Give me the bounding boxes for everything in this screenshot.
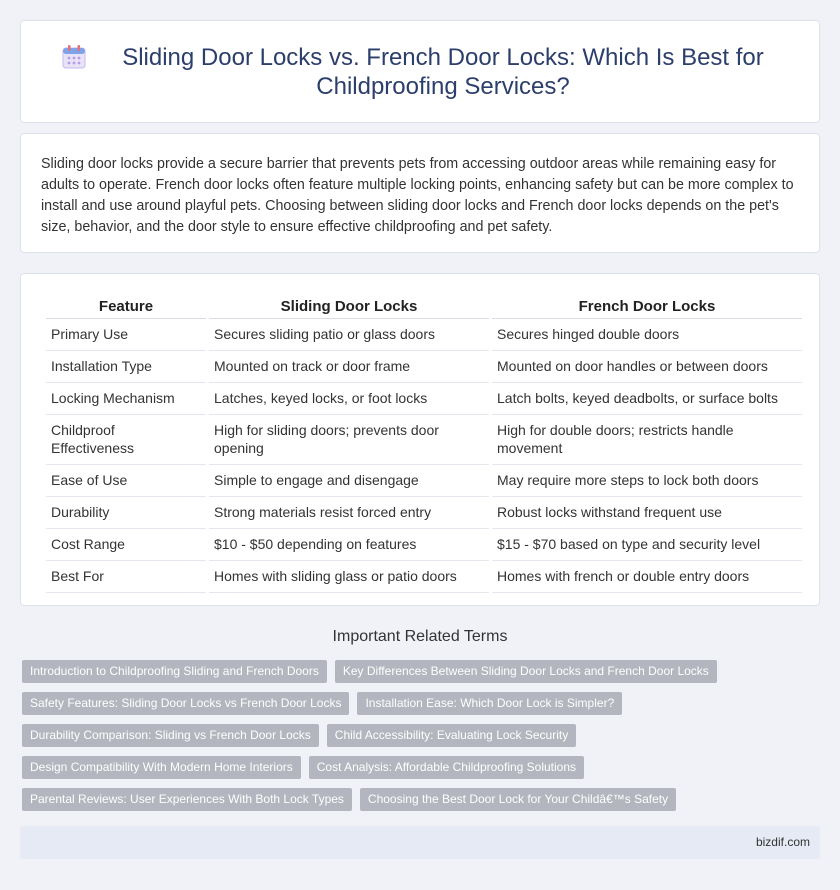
table-cell: Cost Range xyxy=(46,529,206,561)
table-cell: Homes with french or double entry doors xyxy=(492,561,802,593)
related-term-tag[interactable]: Key Differences Between Sliding Door Locks and French Door Locks xyxy=(335,660,717,683)
table-cell: Secures sliding patio or glass doors xyxy=(209,319,489,351)
related-term-tag[interactable]: Safety Features: Sliding Door Locks vs French Door Locks xyxy=(22,692,349,715)
table-row xyxy=(46,529,802,561)
table-cell: Latches, keyed locks, or foot locks xyxy=(209,383,489,415)
table-cell: Primary Use xyxy=(46,319,206,351)
table-cell: Simple to engage and disengage xyxy=(209,465,489,497)
table-cell: Ease of Use xyxy=(46,465,206,497)
comparison-table-card xyxy=(20,273,820,606)
table-row xyxy=(46,415,802,465)
calendar-icon xyxy=(61,44,87,70)
table-cell: High for sliding doors; prevents door opening xyxy=(209,415,489,465)
table-row xyxy=(46,465,802,497)
table-cell: Childproof Effectiveness xyxy=(46,415,206,465)
table-cell: Durability xyxy=(46,497,206,529)
intro-card xyxy=(20,133,820,253)
table-cell: Mounted on door handles or between doors xyxy=(492,351,802,383)
related-term-tag[interactable]: Choosing the Best Door Lock for Your Childâ€™s Safety xyxy=(360,788,676,811)
related-term-tag[interactable]: Child Accessibility: Evaluating Lock Security xyxy=(327,724,576,747)
related-terms-tags xyxy=(22,660,822,820)
tag-row xyxy=(22,756,822,779)
table-header-row xyxy=(46,294,802,319)
table-cell: Homes with sliding glass or patio doors xyxy=(209,561,489,593)
table-cell: $10 - $50 depending on features xyxy=(209,529,489,561)
table-cell: Installation Type xyxy=(46,351,206,383)
column-header: Sliding Door Locks xyxy=(209,294,489,319)
intro-paragraph: Sliding door locks provide a secure barrier that prevents pets from accessing outdoor areas while remaining easy for adults to operate. French door locks often feature multiple locking points, enhancing safety but can be more complex to install and use around playful pets. Choosing between sliding door locks and French door locks depends on the pet's size, behavior, and the door style to ensure effective childproofing and pet safety. xyxy=(41,156,794,235)
related-term-tag[interactable]: Design Compatibility With Modern Home Interiors xyxy=(22,756,301,779)
table-cell: Locking Mechanism xyxy=(46,383,206,415)
page-title: Sliding Door Locks vs. French Door Locks: Which Is Best for Childproofing Services? xyxy=(122,43,764,100)
related-term-tag[interactable]: Installation Ease: Which Door Lock is Simpler? xyxy=(357,692,622,715)
table-cell: High for double doors; restricts handle movement xyxy=(492,415,802,465)
table-cell: $15 - $70 based on type and security level xyxy=(492,529,802,561)
tag-row xyxy=(22,788,822,811)
title-wrap xyxy=(21,43,819,101)
title-card xyxy=(20,20,820,123)
table-row xyxy=(46,319,802,351)
tag-row xyxy=(22,724,822,747)
column-header: Feature xyxy=(46,294,206,319)
table-cell: Strong materials resist forced entry xyxy=(209,497,489,529)
table-cell: May require more steps to lock both doors xyxy=(492,465,802,497)
table-cell: Secures hinged double doors xyxy=(492,319,802,351)
tag-row xyxy=(22,692,822,715)
table-cell: Robust locks withstand frequent use xyxy=(492,497,802,529)
footer-site-link[interactable]: bizdif.com xyxy=(755,835,810,849)
table-row xyxy=(46,561,802,593)
related-term-tag[interactable]: Cost Analysis: Affordable Childproofing Solutions xyxy=(309,756,584,779)
tag-row xyxy=(22,660,822,683)
footer-bar xyxy=(20,826,820,859)
related-term-tag[interactable]: Introduction to Childproofing Sliding and French Doors xyxy=(22,660,327,683)
comparison-table xyxy=(43,294,805,593)
table-row xyxy=(46,383,802,415)
column-header: French Door Locks xyxy=(492,294,802,319)
table-row xyxy=(46,351,802,383)
related-term-tag[interactable]: Durability Comparison: Sliding vs French Door Locks xyxy=(22,724,319,747)
table-cell: Mounted on track or door frame xyxy=(209,351,489,383)
table-row xyxy=(46,497,802,529)
related-term-tag[interactable]: Parental Reviews: User Experiences With Both Lock Types xyxy=(22,788,352,811)
table-cell: Best For xyxy=(46,561,206,593)
related-terms-title: Important Related Terms xyxy=(332,628,508,645)
table-cell: Latch bolts, keyed deadbolts, or surface bolts xyxy=(492,383,802,415)
